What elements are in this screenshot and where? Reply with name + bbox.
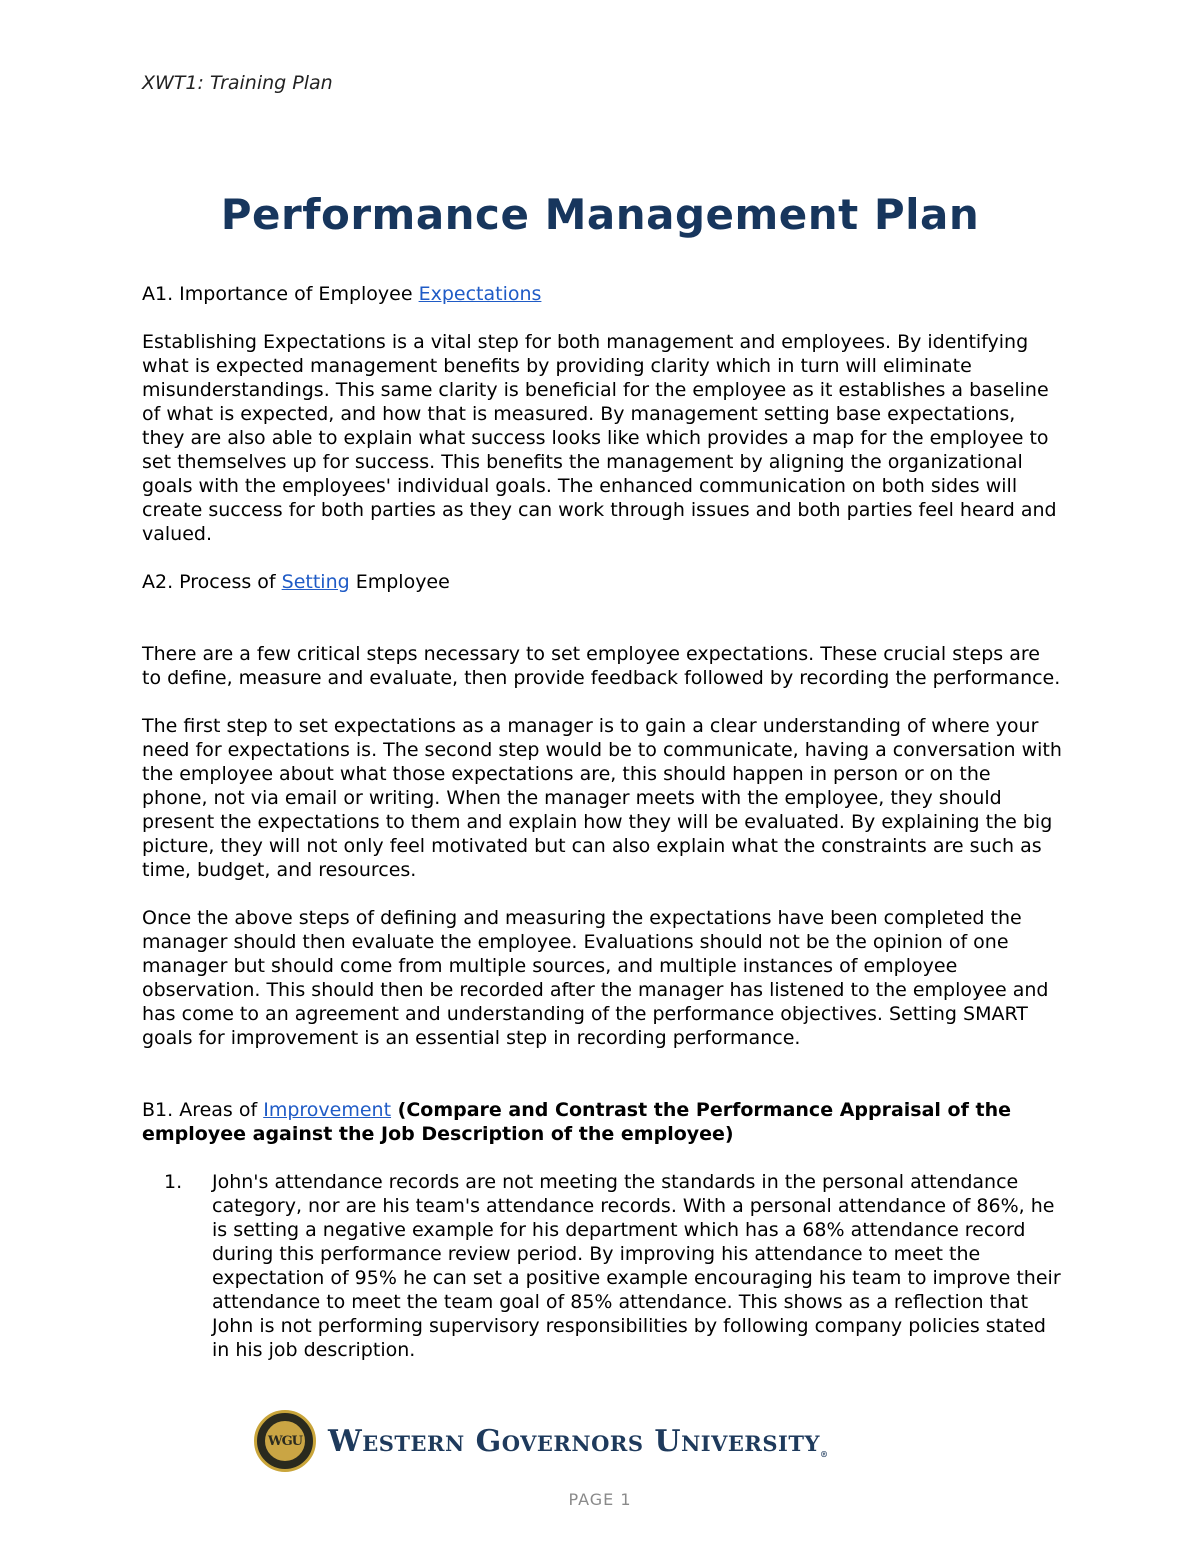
trademark-mark: ® [819,1448,829,1459]
spacer [142,618,1062,642]
setting-link[interactable]: Setting [281,571,350,593]
section-a1-paragraph: Establishing Expectations is a vital step for both management and employees. By identifying what is expected management benefits by providing clarity which in turn will eliminate misunderstandings. This same clarity is beneficial for the employee as it establishes a baseline of what is expected, and how that is measured. By management setting base expectations, they are also able to explain what success looks like which provides a map for the employee to set themselves up for success. This benefits the management by aligning the organizational goals with the employees' individual goals. The enhanced communication on both sides will create success for both parties as they can work through issues and both parties feel heard and valued. [142,331,1057,545]
improvement-list [142,1170,1062,1362]
list-item-number: 1. [164,1171,183,1193]
university-logo [254,1408,828,1474]
university-seal-icon [254,1410,316,1472]
section-b1-heading-prefix: B1. Areas of [142,1099,264,1121]
document-body [142,282,1062,1362]
university-wordmark [328,1424,828,1459]
section-a2-heading-prefix: A2. Process of [142,571,282,593]
section-a2-heading-suffix: Employee [349,571,450,593]
list-item [142,1170,1062,1362]
wordmark-text: Western Governors University [328,1423,820,1459]
seal-monogram: WGU [263,1419,307,1463]
section-a2-paragraph-1: There are a few critical steps necessary to set employee expectations. These crucial steps are to define, measure and evaluate, then provide feedback followed by recording the performance. [142,643,1061,689]
section-a2-paragraph-2: The first step to set expectations as a manager is to gain a clear understanding of where your need for expectations is. The second step would be to communicate, having a conversation with the employee about what those expectations are, this should happen in person or on the phone, not via email or writing. When the manager meets with the employee, they should present the expectations to them and explain how they will be evaluated. By explaining the big picture, they will not only feel motivated but can also explain what the constraints are such as time, budget, and resources. [142,715,1062,881]
page-number: PAGE 1 [568,1490,632,1509]
list-item-text: John's attendance records are not meeting the standards in the personal attendance category, nor are his team's attendance records. With a personal attendance of 86%, he is setting a negative example for his department which has a 68% attendance record during this performance review period. By improving his attendance to meet the expectation of 95% he can set a positive example encouraging his team to improve their attendance to meet the team goal of 85% attendance. This shows as a reflection that John is not performing supervisory responsibilities by following company policies stated in his job description. [212,1171,1061,1361]
spacer [142,1074,1062,1098]
running-header: XWT1: Training Plan [142,72,333,94]
section-a2-paragraph-3: Once the above steps of defining and measuring the expectations have been completed the manager should then evaluate the employee. Evaluations should not be the opinion of one manager but should come from multiple sources, and multiple instances of employee observation. This should then be recorded after the manager has listened to the employee and has come to an agreement and understanding of the performance objectives. Setting SMART goals for improvement is an essential step in recording performance. [142,907,1049,1049]
page-title: Performance Management Plan [220,190,980,239]
section-b1-heading [142,1098,1062,1146]
expectations-link[interactable]: Expectations [418,283,542,305]
section-a1-heading [142,282,1062,306]
section-a2-heading [142,570,1062,594]
section-b1-heading-bold: (Compare and Contrast the Performance Appraisal of the employee against the Job Description of the employee) [142,1099,1011,1145]
section-a1-heading-text: A1. Importance of Employee [142,283,419,305]
improvement-link[interactable]: Improvement [263,1099,392,1121]
